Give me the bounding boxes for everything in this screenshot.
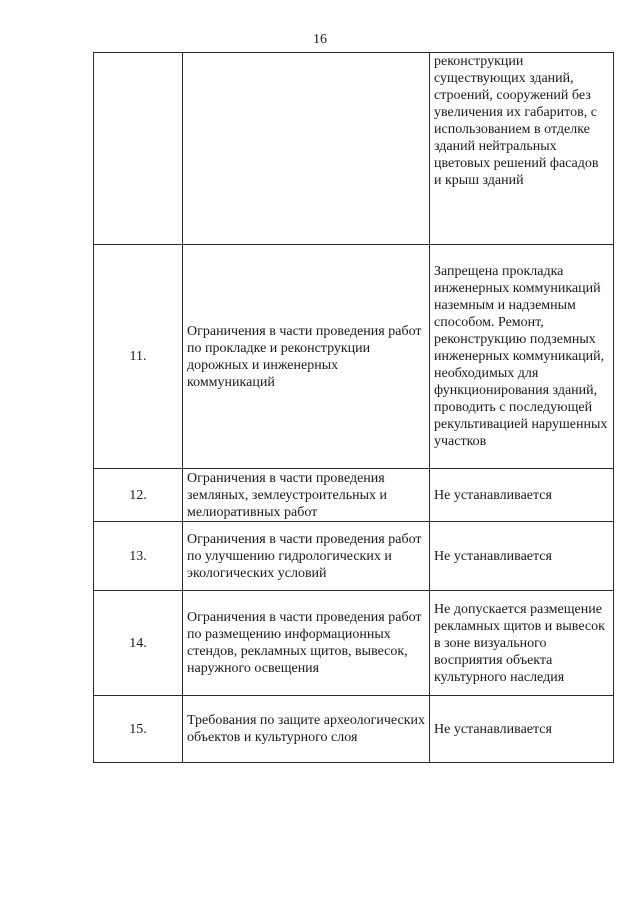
requirement-cell — [183, 53, 430, 245]
row-number-cell: 14. — [94, 591, 183, 696]
table-row — [94, 469, 614, 522]
table-row — [94, 696, 614, 763]
value-cell: Не устанавливается — [430, 696, 614, 763]
value-cell: Не устанавливается — [430, 522, 614, 591]
requirement-cell: Требования по защите археологических объектов и культурного слоя — [183, 696, 430, 763]
row-number-cell: 11. — [94, 245, 183, 469]
value-cell: Не устанавливается — [430, 469, 614, 522]
requirement-cell: Ограничения в части проведения работ по размещению информационных стендов, рекламных щитов, вывесок, наружного освещения — [183, 591, 430, 696]
requirement-cell: Ограничения в части проведения земляных, землеустроительных и мелиоративных работ — [183, 469, 430, 522]
value-cell: реконструкции существующих зданий, строений, сооружений без увеличения их габаритов, с использованием в отделке зданий нейтральных цветовых решений фасадов и крыш зданий — [430, 53, 614, 245]
row-number-cell: 15. — [94, 696, 183, 763]
row-number-cell: 12. — [94, 469, 183, 522]
requirement-cell: Ограничения в части проведения работ по улучшению гидрологических и экологических условий — [183, 522, 430, 591]
value-cell: Запрещена прокладка инженерных коммуникаций наземным и надземным способом. Ремонт, реконструкцию подземных инженерных коммуникаций, необходимых для функционирования зданий, проводить с последующей рекультивацией нарушенных участков — [430, 245, 614, 469]
requirement-cell: Ограничения в части проведения работ по прокладке и реконструкции дорожных и инженерных коммуникаций — [183, 245, 430, 469]
row-number-cell: 13. — [94, 522, 183, 591]
page-number: 16 — [313, 32, 327, 47]
restrictions-table — [93, 52, 614, 763]
table-row — [94, 591, 614, 696]
row-number-cell — [94, 53, 183, 245]
table-row — [94, 522, 614, 591]
table-row — [94, 245, 614, 469]
table-row — [94, 53, 614, 245]
value-cell: Не допускается размещение рекламных щитов и вывесок в зоне визуального восприятия объекта культурного наследия — [430, 591, 614, 696]
